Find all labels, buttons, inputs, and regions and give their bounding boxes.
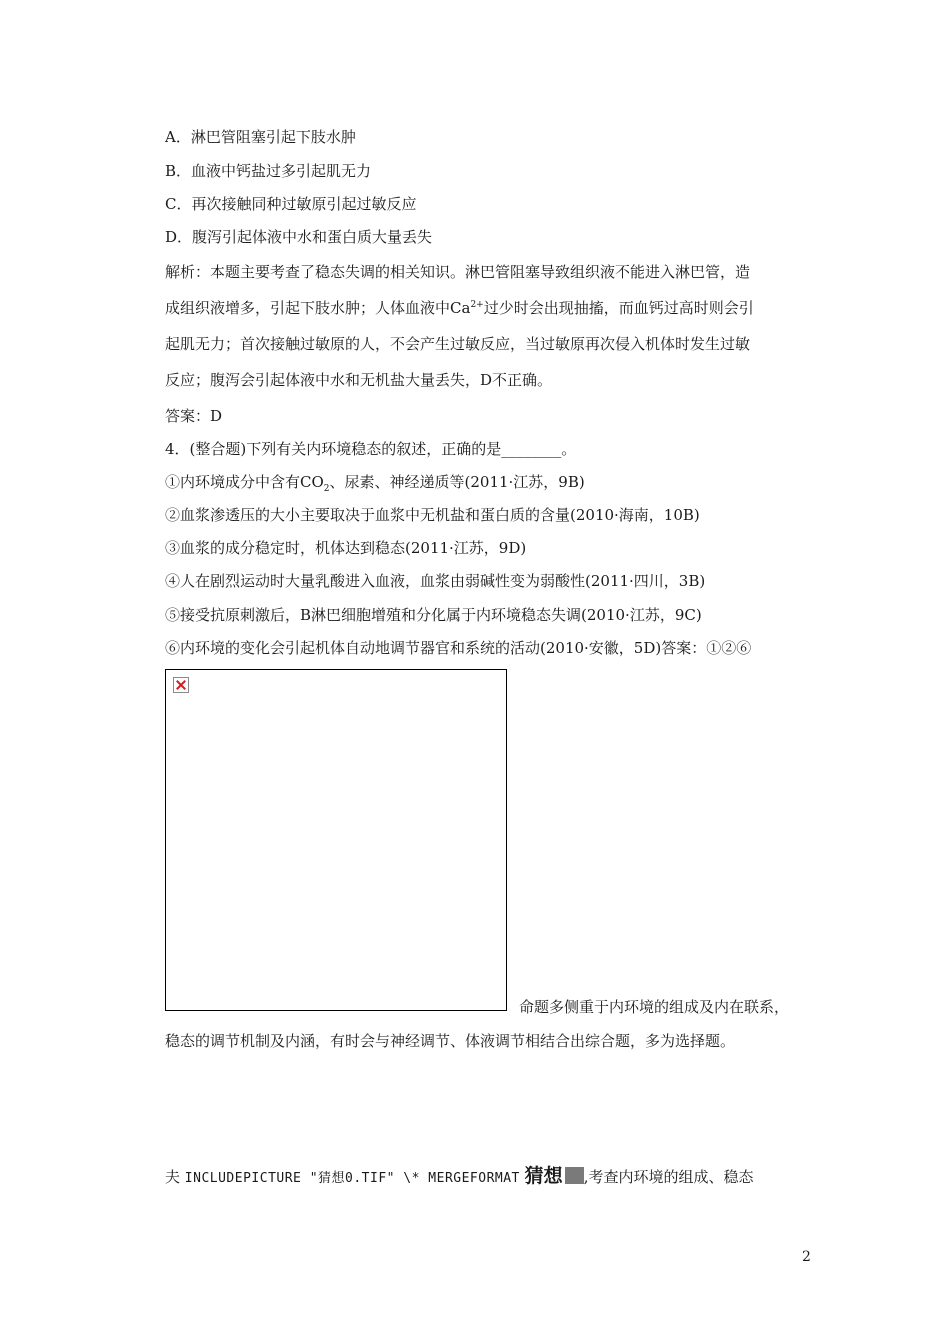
page-number: 2 xyxy=(802,1249,811,1265)
question-4-item-3: ③血浆的成分稳定时，机体达到稳态(2011·江苏，9D) xyxy=(165,539,527,557)
item-1-end: 、尿素、神经递质等(2011·江苏，9B) xyxy=(329,473,585,491)
commentary-line-2: 稳态的调节机制及内涵，有时会与神经调节、体液调节相结合出综合题，多为选择题。 xyxy=(165,1032,736,1050)
question-4-stem: 4．(整合题)下列有关内环境稳态的叙述，正确的是________。 xyxy=(165,440,577,458)
field-code-line xyxy=(165,1165,753,1190)
commentary-line-1: 命题多侧重于内环境的组成及内在联系， xyxy=(519,998,790,1016)
question-4-item-6: ⑥内环境的变化会引起机体自动地调节器官和系统的活动(2010·安徽，5D)答案：①②⑥ xyxy=(165,639,752,657)
broken-image-placeholder xyxy=(165,669,507,1011)
option-c: C．再次接触同种过敏原引起过敏反应 xyxy=(165,195,417,213)
analysis-line-2-start: 成组织液增多，引起下肢水肿；人体血液中Ca xyxy=(165,299,471,317)
analysis-line-2 xyxy=(165,298,754,318)
answer-line: 答案：D xyxy=(165,407,223,425)
question-4-item-1 xyxy=(165,472,585,492)
analysis-line-1: 解析：本题主要考查了稳态失调的相关知识。淋巴管阻塞导致组织液不能进入淋巴管，造 xyxy=(165,263,751,281)
analysis-line-3: 起肌无力；首次接触过敏原的人，不会产生过敏反应，当过敏原再次侵入机体时发生过敏 xyxy=(165,335,751,353)
option-a: A．淋巴管阻塞引起下肢水肿 xyxy=(165,128,356,146)
broken-image-icon xyxy=(173,677,189,693)
option-b: B．血液中钙盐过多引起肌无力 xyxy=(165,162,372,180)
missing-picture-block xyxy=(565,1167,584,1184)
calcium-charge: 2+ xyxy=(470,300,484,310)
field-tail-text: ,考查内环境的组成、稳态 xyxy=(583,1168,754,1186)
field-lead-char: 夫 xyxy=(165,1168,181,1186)
analysis-line-4: 反应；腹泻会引起体液中水和无机盐大量丢失，D不正确。 xyxy=(165,371,553,389)
co2-subscript: 2 xyxy=(323,484,330,494)
question-4-item-4: ④人在剧烈运动时大量乳酸进入血液，血浆由弱碱性变为弱酸性(2011·四川，3B) xyxy=(165,572,706,590)
question-4-item-2: ②血浆渗透压的大小主要取决于血浆中无机盐和蛋白质的含量(2010·海南，10B) xyxy=(165,506,700,524)
item-1-start: ①内环境成分中含有CO xyxy=(165,473,324,491)
guess-label: 猜想 xyxy=(524,1165,563,1187)
analysis-line-2-end: 过少时会出现抽搐，而血钙过高时则会引 xyxy=(483,299,754,317)
option-d: D．腹泻引起体液中水和蛋白质大量丢失 xyxy=(165,228,433,246)
question-4-item-5: ⑤接受抗原刺激后，B淋巴细胞增殖和分化属于内环境稳态失调(2010·江苏，9C) xyxy=(165,606,702,624)
include-picture-field-code: INCLUDEPICTURE "猜想0.TIF" \* MERGEFORMAT xyxy=(184,1171,520,1186)
